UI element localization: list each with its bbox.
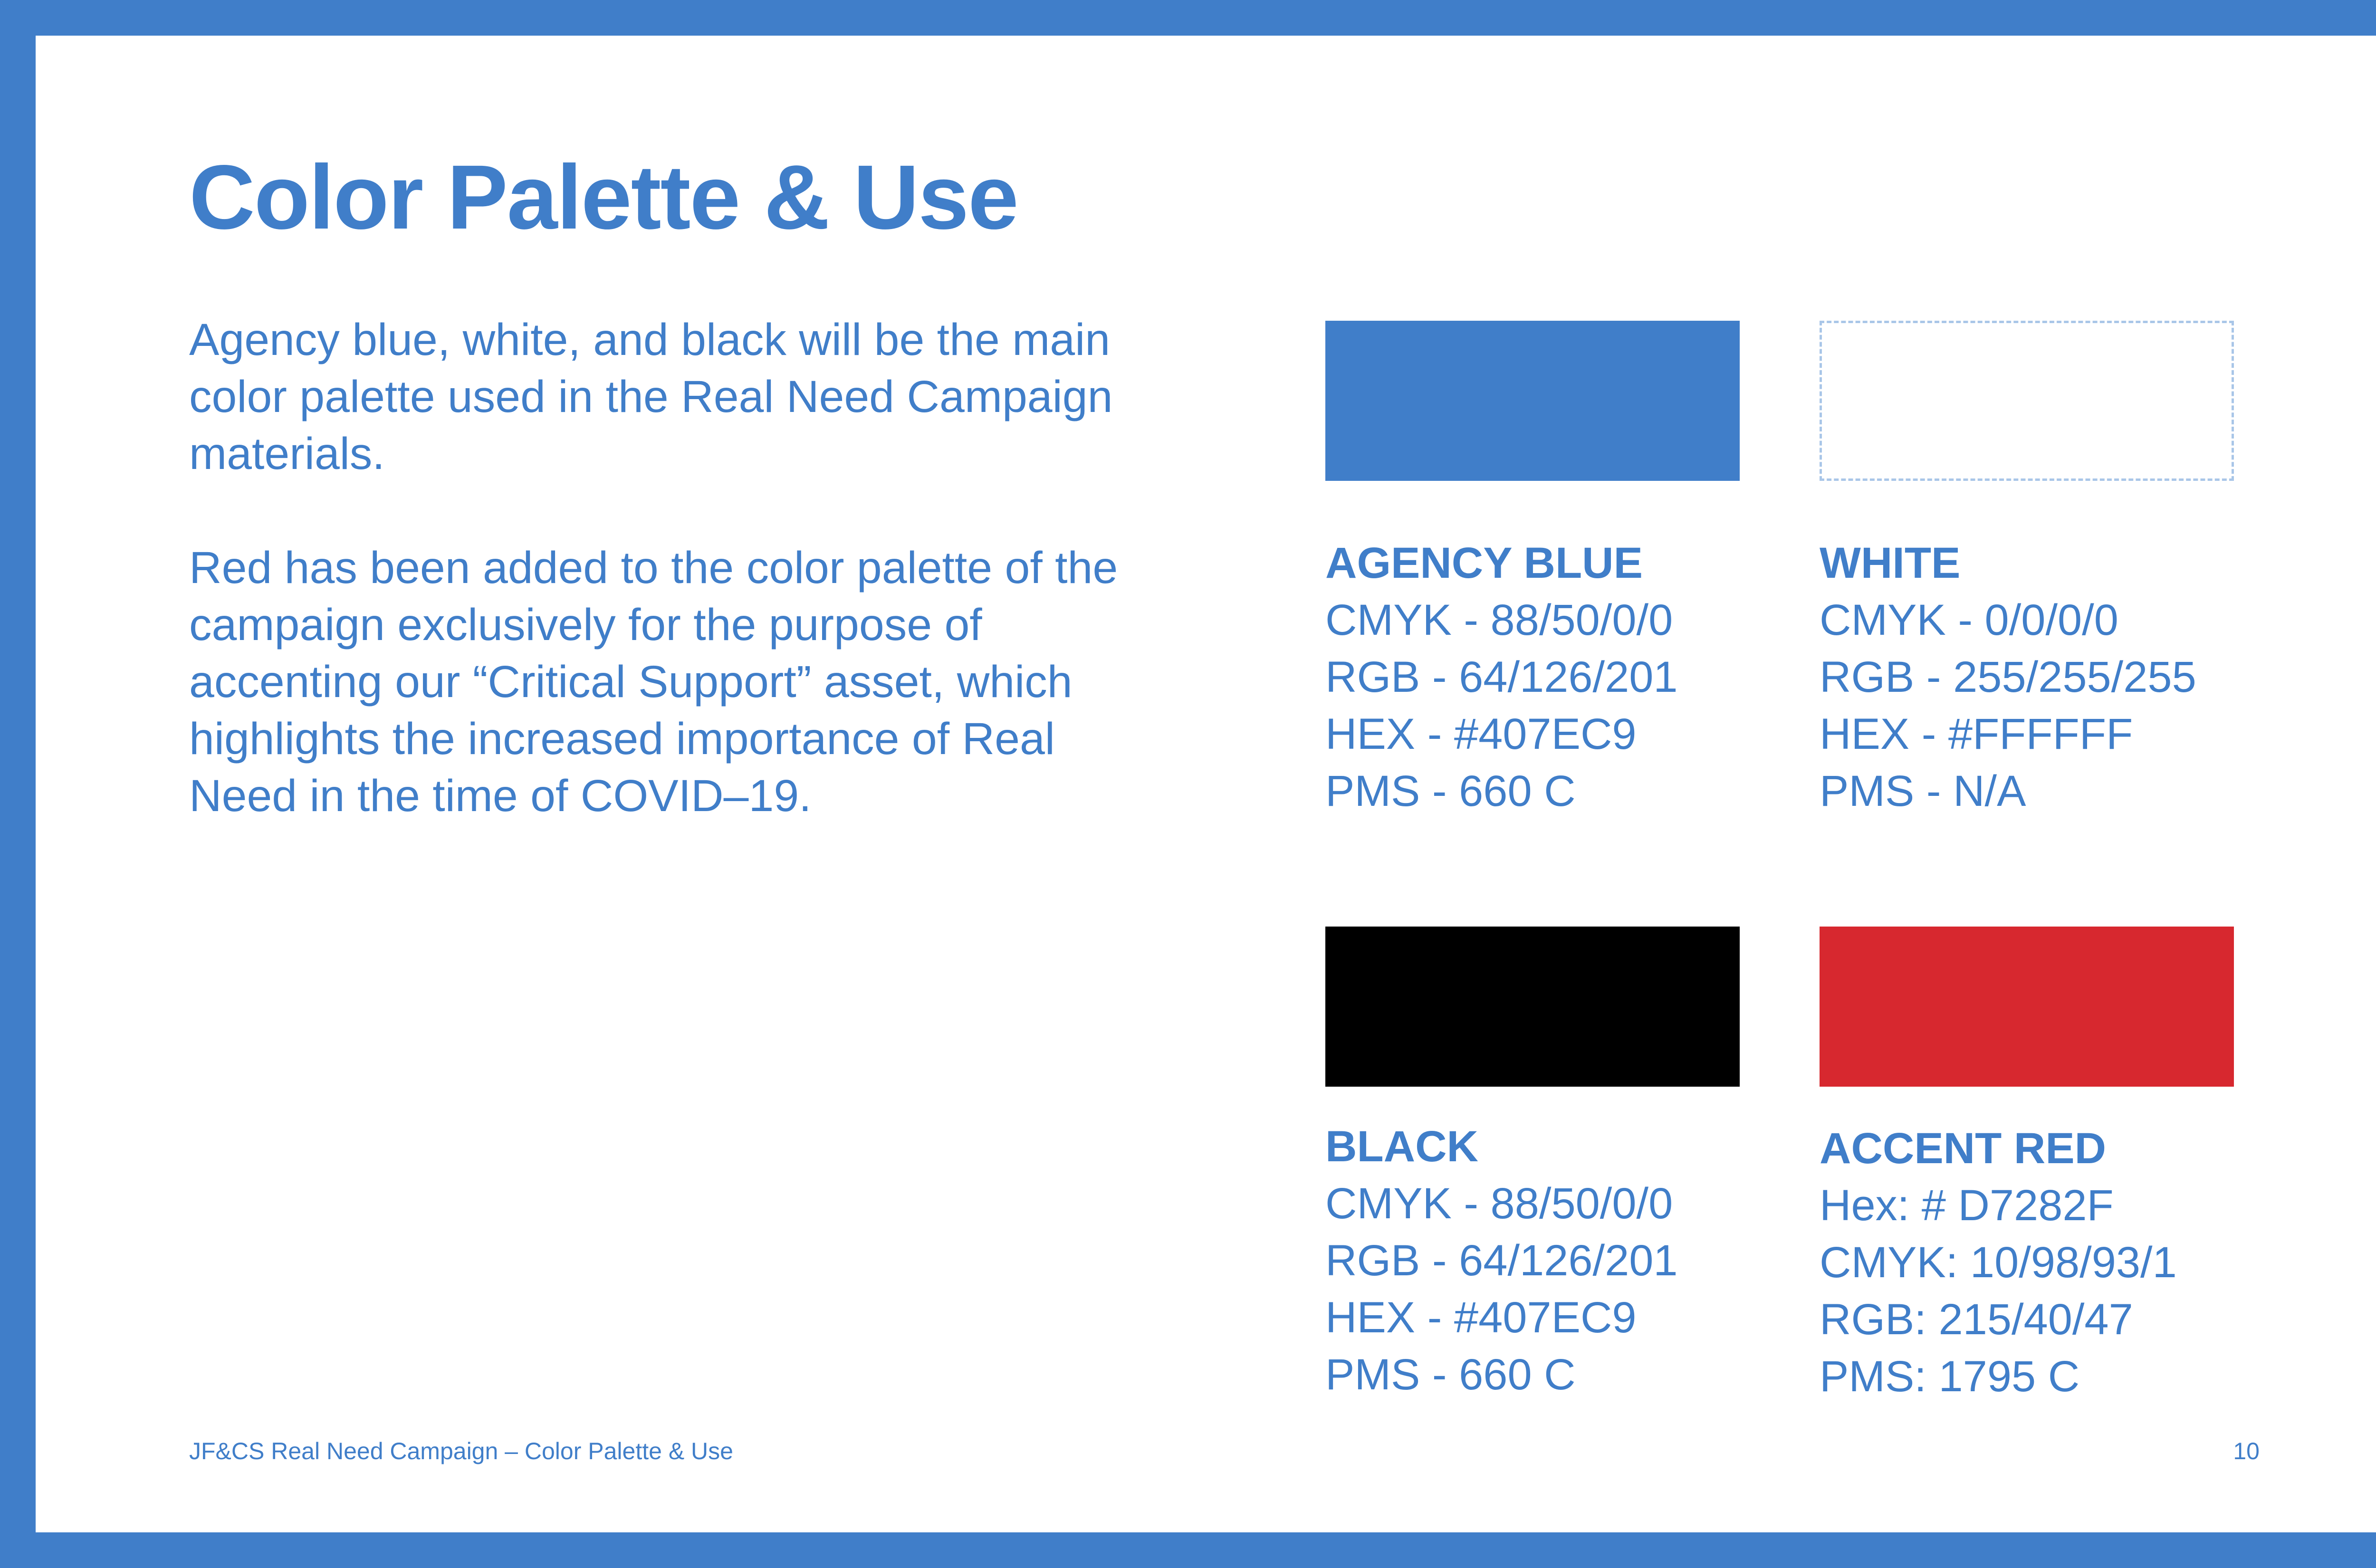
accent-red-info [1820,1120,2276,1405]
agency-blue-info [1325,535,1782,820]
color-spec-cmyk: CMYK: 10/98/93/1 [1820,1238,2177,1287]
color-spec-cmyk: CMYK - 88/50/0/0 [1325,1179,1673,1228]
color-spec-rgb: RGB: 215/40/47 [1820,1295,2133,1344]
color-spec-hex: HEX - #FFFFFF [1820,710,2133,758]
color-spec-pms: PMS - 660 C [1325,767,1576,815]
white-swatch [1820,321,2234,481]
color-name-white: WHITE [1820,539,1961,587]
color-spec-hex: Hex: # D7282F [1820,1181,2114,1230]
color-spec-cmyk: CMYK - 88/50/0/0 [1325,596,1673,644]
accent-red-swatch [1820,927,2234,1087]
color-spec-pms: PMS: 1795 C [1820,1352,2080,1401]
document-page [36,36,2376,1532]
color-name-black: BLACK [1325,1122,1478,1171]
page-number: 10 [2233,1438,2260,1464]
footer-label: JF&CS Real Need Campaign – Color Palette & Use [189,1438,733,1464]
color-spec-pms: PMS - 660 C [1325,1350,1576,1399]
intro-text [189,311,1121,824]
white-info [1820,535,2276,820]
color-spec-rgb: RGB - 255/255/255 [1820,653,2196,701]
color-spec-hex: HEX - #407EC9 [1325,1293,1637,1342]
black-swatch [1325,927,1740,1087]
color-name-agency-blue: AGENCY BLUE [1325,539,1643,587]
color-spec-cmyk: CMYK - 0/0/0/0 [1820,596,2118,644]
color-spec-rgb: RGB - 64/126/201 [1325,653,1678,701]
intro-paragraph-accent-red: Red has been added to the color palette of the campaign exclusively for the purpose of accenting our “Critical Support” asset, which highlights the increased importance of Real Need in the time of COVID–19. [189,543,1118,821]
color-spec-rgb: RGB - 64/126/201 [1325,1236,1678,1285]
page-title: Color Palette & Use [189,146,1018,248]
black-info [1325,1118,1782,1403]
intro-paragraph-main-palette: Agency blue, white, and black will be the main color palette used in the Real Need Campaign materials. [189,315,1113,479]
agency-blue-swatch [1325,321,1740,481]
color-spec-hex: HEX - #407EC9 [1325,710,1637,758]
color-name-accent-red: ACCENT RED [1820,1124,2107,1173]
color-spec-pms: PMS - N/A [1820,767,2026,815]
